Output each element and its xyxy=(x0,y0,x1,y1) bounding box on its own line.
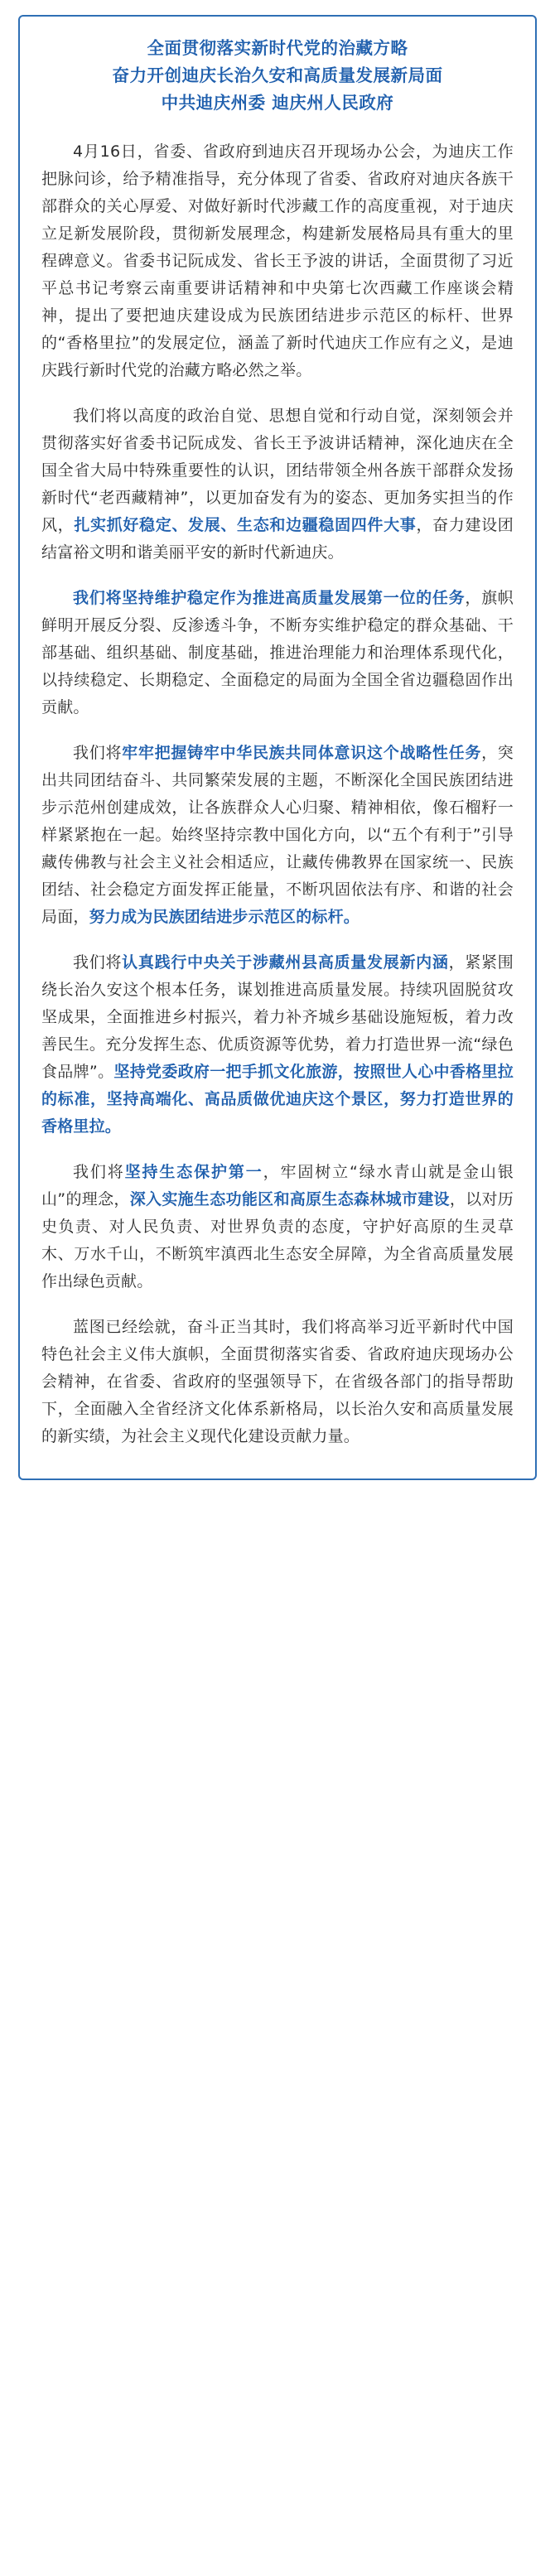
article-card xyxy=(18,15,537,1480)
paragraph-2 xyxy=(41,403,514,567)
paragraph-5 xyxy=(41,949,514,1141)
body-text: ，奋力建设团结富裕文明和谐美丽平安的新时代新迪庆。 xyxy=(41,516,514,562)
highlighted-text: 坚持生态保护第一 xyxy=(124,1163,263,1181)
headline-line-2: 奋力开创迪庆长治久安和高质量发展新局面 xyxy=(112,65,443,85)
headline-line-3: 中共迪庆州委 迪庆州人民政府 xyxy=(161,93,394,113)
highlighted-text: 努力成为民族团结进步示范区的标杆。 xyxy=(89,908,360,926)
highlighted-text: 认真践行中央关于涉藏州县高质量发展新内涵 xyxy=(122,953,449,972)
highlighted-text: 深入实施生态功能区和高原生态森林城市建设 xyxy=(129,1190,450,1208)
highlighted-text: 扎实抓好稳定、发展、生态和边疆稳固四件大事 xyxy=(74,516,417,534)
body-text: ，突出共同团结奋斗、共同繁荣发展的主题，不断深化全国民族团结进步示范州创建成效，让各族群众人心归聚、精神相依，像石榴籽一样紧紧抱在一起。始终坚持宗教中国化方向，以“五个有利于”引导藏传佛教与社会主义社会相适应，让藏传佛教界在国家统一、民族团结、社会稳定方面发挥正能量，不断巩固依法有序、和谐的社会局面， xyxy=(41,744,514,926)
paragraph-3 xyxy=(41,585,514,721)
highlighted-text: 我们将坚持维护稳定作为推进高质量发展第一位的任务 xyxy=(73,589,466,607)
highlighted-text: 牢牢把握铸牢中华民族共同体意识这个战略性任务 xyxy=(122,744,482,762)
body-text: ，紧紧围绕长治久安这个根本任务，谋划推进高质量发展。持续巩固脱贫攻坚成果，全面推进乡村振兴，着力补齐城乡基础设施短板，着力改善民生。充分发挥生态、优质资源等优势，着力打造世界一流“绿色食品牌”。 xyxy=(41,953,514,1081)
body-text: ，牢固树立“绿水青山就是金山银山”的理念， xyxy=(41,1163,514,1208)
body-text: ，以对历史负责、对人民负责、对世界负责的态度，守护好高原的生灵草木、万水千山，不断筑牢滇西北生态安全屏障，为全省高质量发展作出绿色贡献。 xyxy=(41,1190,514,1290)
paragraph-7 xyxy=(41,1314,514,1450)
body-text: 蓝图已经绘就，奋斗正当其时，我们将高举习近平新时代中国特色社会主义伟大旗帜，全面贯彻落实省委、省政府迪庆现场办公会精神，在省委、省政府的坚强领导下，在省级各部门的指导帮助下，全面融入全省经济文化体系新格局，以长治久安和高质量发展的新实绩，为社会主义现代化建设贡献力量。 xyxy=(41,1318,514,1445)
headline-line-1: 全面贯彻落实新时代党的治藏方略 xyxy=(147,38,408,58)
body-text: 我们将以高度的政治自觉、思想自觉和行动自觉，深刻领会并贯彻落实好省委书记阮成发、省长王予波讲话精神，深化迪庆在全国全省大局中特殊重要性的认识，团结带领全州各族干部群众发扬新时代“老西藏精神”，以更加奋发有为的姿态、更加务实担当的作风， xyxy=(41,407,514,534)
paragraph-6 xyxy=(41,1159,514,1295)
article-body xyxy=(41,138,514,1450)
body-text: 4月16日，省委、省政府到迪庆召开现场办公会，为迪庆工作把脉问诊，给予精准指导，充分体现了省委、省政府对迪庆各族干部群众的关心厚爱、对做好新时代涉藏工作的高度重视，对于迪庆立足新发展阶段，贯彻新发展理念，构建新发展格局具有重大的里程碑意义。省委书记阮成发、省长王予波的讲话，全面贯彻了习近平总书记考察云南重要讲话精神和中央第七次西藏工作座谈会精神，提出了要把迪庆建设成为民族团结进步示范区的标杆、世界的“香格里拉”的发展定位，涵盖了新时代迪庆工作应有之义，是迪庆践行新时代党的治藏方略必然之举。 xyxy=(41,142,514,379)
body-text: 我们将 xyxy=(73,1163,125,1181)
body-text: 我们将 xyxy=(73,744,123,762)
body-text: ，旗帜鲜明开展反分裂、反渗透斗争，不断夯实维护稳定的群众基础、干部基础、组织基础、制度基础，推进治理能力和治理体系现代化，以持续稳定、长期稳定、全面稳定的局面为全国全省边疆稳固作出贡献。 xyxy=(41,589,514,716)
paragraph-1 xyxy=(41,138,514,384)
highlighted-text: 坚持党委政府一把手抓文化旅游，按照世人心中香格里拉的标准，坚持高端化、高品质做优迪庆这个景区，努力打造世界的香格里拉。 xyxy=(41,1063,514,1136)
paragraph-4 xyxy=(41,740,514,931)
article-headline xyxy=(41,35,514,117)
body-text: 我们将 xyxy=(73,953,123,972)
